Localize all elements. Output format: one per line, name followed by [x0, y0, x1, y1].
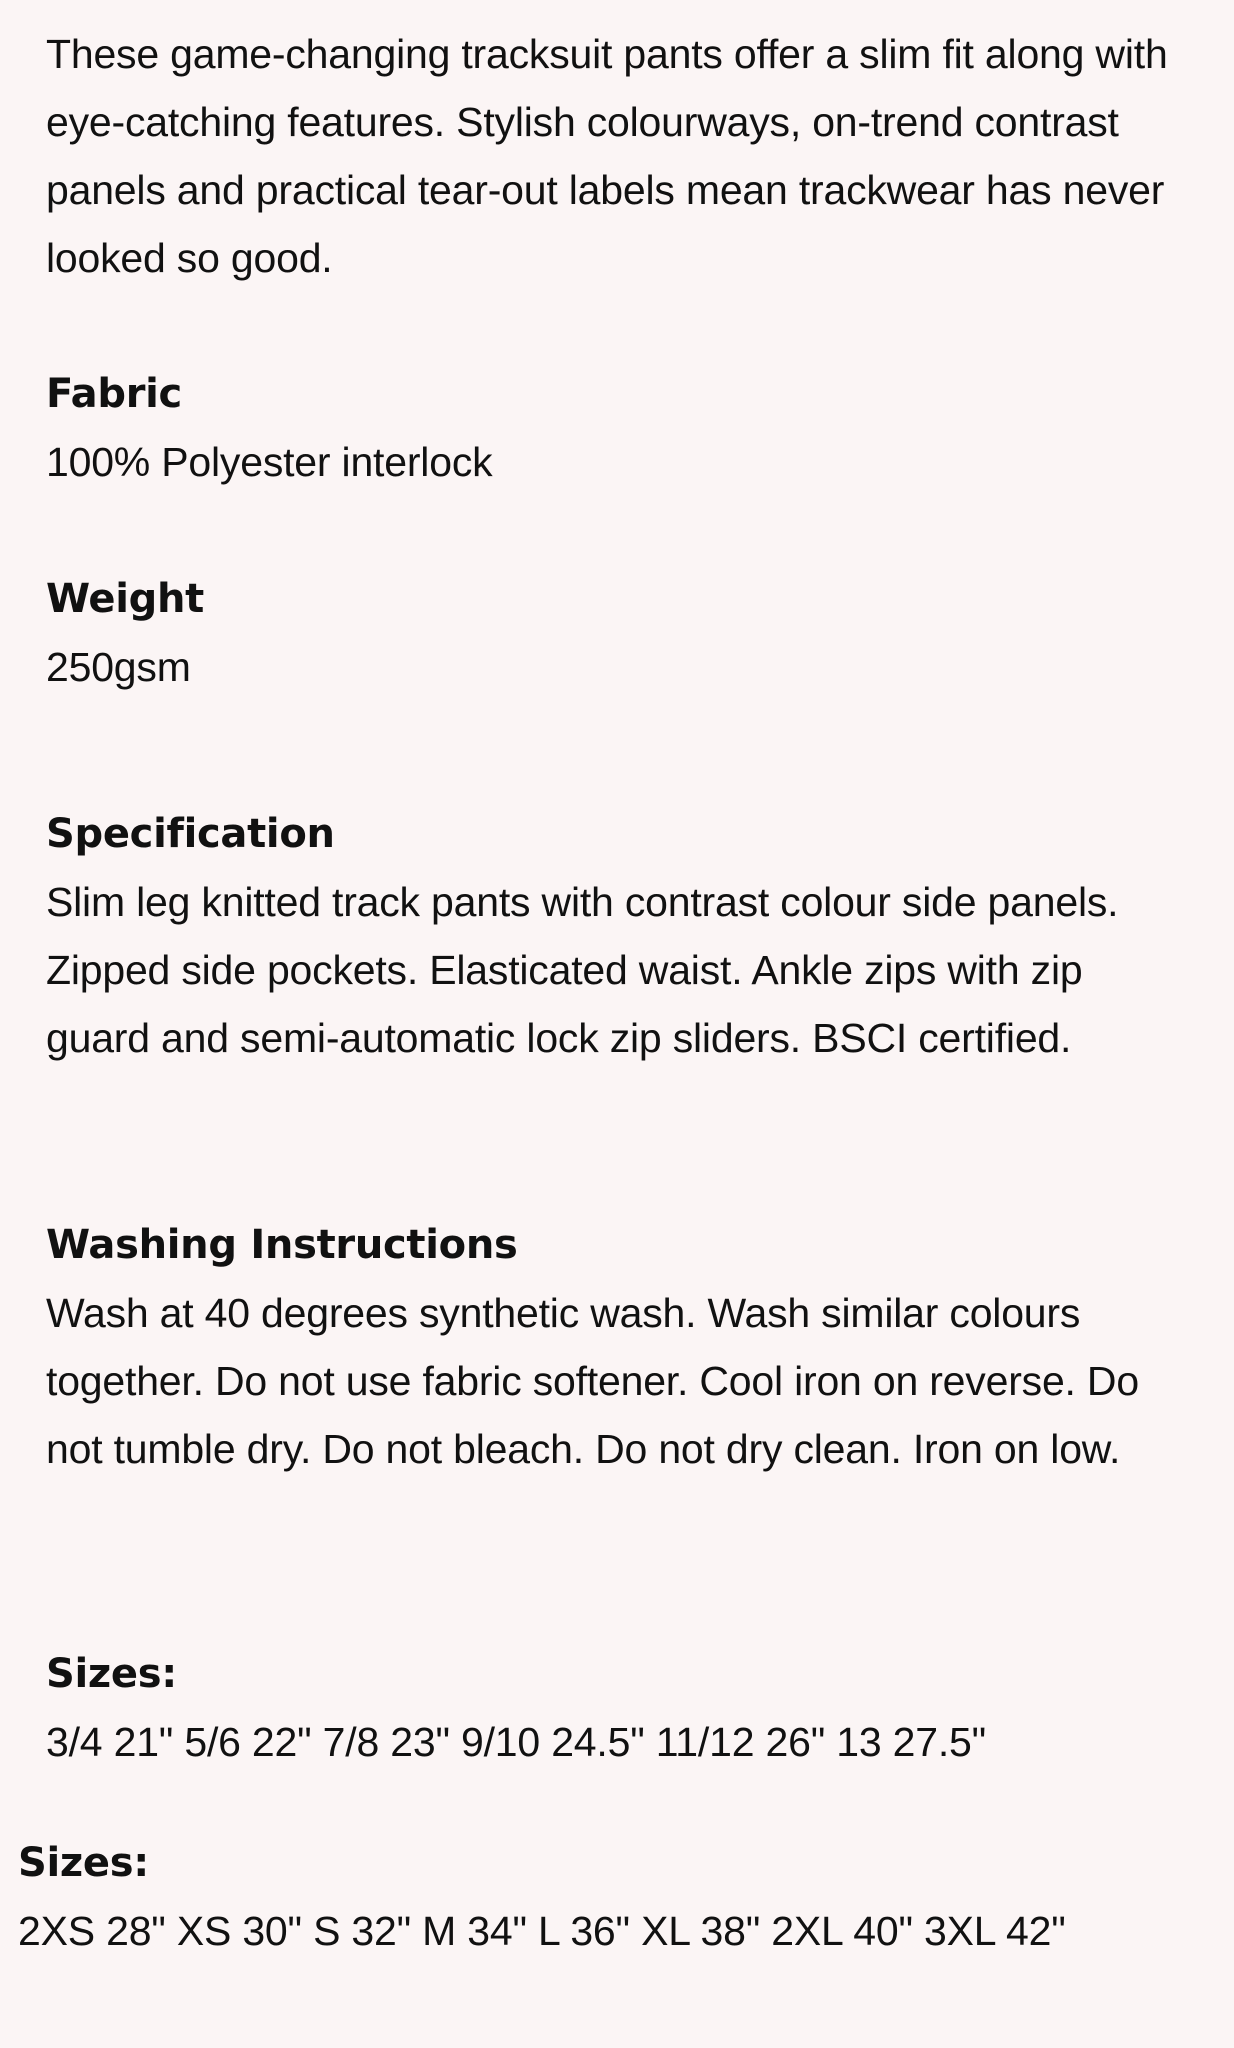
fabric-heading: Fabric: [46, 371, 182, 417]
fabric-value: 100% Polyester interlock: [46, 439, 493, 485]
intro-section: [46, 20, 1196, 292]
adult-sizes-value: 2XS 28" XS 30" S 32" M 34" L 36" XL 38" 2XL 40" 3XL 42": [18, 1908, 1066, 1954]
washing-section: [46, 1211, 1196, 1483]
washing-body: Wash at 40 degrees synthetic wash. Wash similar colours together. Do not use fabric softener. Cool iron on reverse. Do not tumble dry. Do not bleach. Do not dry clean. Iron on low.: [46, 1290, 1139, 1472]
specification-section: [46, 800, 1196, 1072]
adult-sizes-heading: Sizes:: [18, 1840, 149, 1886]
weight-value: 250gsm: [46, 644, 191, 690]
kids-sizes-value: 3/4 21" 5/6 22" 7/8 23" 9/10 24.5" 11/12 26" 13 27.5": [46, 1719, 986, 1765]
kids-sizes-heading: Sizes:: [46, 1651, 177, 1697]
fabric-section: [46, 360, 1196, 496]
specification-heading: Specification: [46, 811, 335, 857]
specification-body: Slim leg knitted track pants with contrast colour side panels. Zipped side pockets. Elasticated waist. Ankle zips with zip guard and semi-automatic lock zip sliders. BSCI certified.: [46, 879, 1119, 1061]
intro-paragraph: These game-changing tracksuit pants offer a slim fit along with eye-catching features. Stylish colourways, on-trend contrast panels and practical tear-out labels mean trackwear has never looked so good.: [46, 31, 1168, 281]
adult-sizes-section: [18, 1829, 1168, 1965]
weight-section: [46, 565, 1196, 701]
washing-heading: Washing Instructions: [46, 1222, 518, 1268]
kids-sizes-section: [46, 1640, 1196, 1776]
weight-heading: Weight: [46, 576, 204, 622]
